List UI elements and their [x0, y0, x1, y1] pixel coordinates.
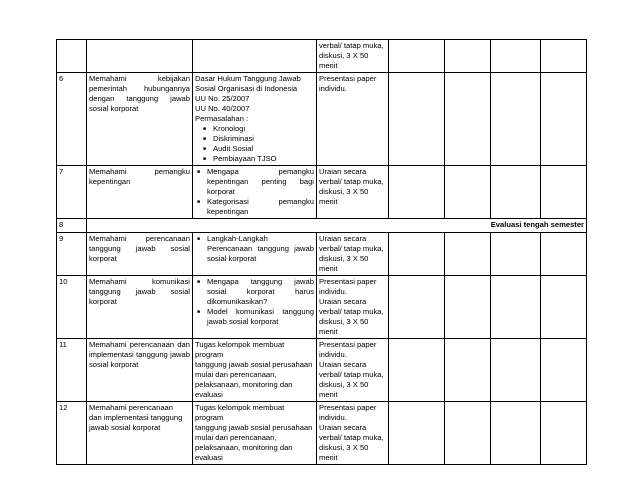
empty-cell — [541, 166, 587, 219]
empty-cell — [541, 40, 587, 73]
row-number: 10 — [57, 276, 87, 339]
list-item: ■ Model komunikasi tanggung jawab sosial korporat — [207, 307, 314, 327]
method-cell: Presentasi paper individu. Uraian secara verbal/ tatap muka, diskusi, 3 X 50 menit — [317, 339, 389, 402]
empty-cell — [491, 40, 541, 73]
method-cell: verbal/ tatap muka, diskusi, 3 X 50 menit — [317, 40, 389, 73]
bullet-list — [195, 277, 314, 327]
material-cell — [193, 166, 317, 219]
lesson-plan-table — [56, 39, 587, 465]
table-row — [57, 402, 587, 465]
row-number: 11 — [57, 339, 87, 402]
method-cell: Presentasi paper individu. Uraian secara verbal/ tatap muka, diskusi, 3 X 50 menit — [317, 276, 389, 339]
empty-cell — [389, 40, 445, 73]
empty-cell — [491, 166, 541, 219]
competency-cell: Memahami perencanaan tanggung jawab sosial korporat — [87, 233, 193, 276]
empty-cell — [389, 339, 445, 402]
list-item: ■ Diskriminasi — [213, 134, 314, 144]
list-item: ■ Langkah-Langkah Perencanaan tanggung jawab sosial korporat — [207, 234, 314, 264]
method-cell: Presentasi paper individu. — [317, 73, 389, 166]
row-number: 7 — [57, 166, 87, 219]
table-row — [57, 40, 587, 73]
competency-cell: Memahami kebijakan pemerintah hubungannya dengan tanggung jawab sosial korporat — [87, 73, 193, 166]
table-row — [57, 73, 587, 166]
row-number: 6 — [57, 73, 87, 166]
empty-cell — [389, 233, 445, 276]
empty-cell — [491, 402, 541, 465]
method-cell: Uraian secara verbal/ tatap muka, diskusi, 3 X 50 menit — [317, 166, 389, 219]
empty-cell — [445, 233, 491, 276]
bullet-list — [195, 124, 314, 164]
competency-cell — [87, 40, 193, 73]
empty-cell — [445, 73, 491, 166]
table-row — [57, 339, 587, 402]
list-item: ■ Kategorisasi pemangku kepentingan — [207, 197, 314, 217]
material-cell — [193, 40, 317, 73]
empty-cell — [491, 339, 541, 402]
material-cell: Dasar Hukum Tanggung Jawab Sosial Organisasi di Indonesia UU No. 25/2007 UU No. 40/2007 Permasalahan : ■ Kronologi ■ Diskriminasi ■ Audit Sosial ■ Pembiayaan TJSO — [193, 73, 317, 166]
empty-cell — [541, 73, 587, 166]
material-cell — [193, 233, 317, 276]
empty-cell — [491, 276, 541, 339]
row-number: 12 — [57, 402, 87, 465]
bullet-list — [195, 167, 314, 217]
bullet-list — [195, 234, 314, 264]
empty-cell — [445, 166, 491, 219]
method-cell: Uraian secara verbal/ tatap muka, diskusi, 3 X 50 menit — [317, 233, 389, 276]
evaluation-label: Evaluasi tengah semester — [87, 219, 587, 233]
list-item: ■ Mengapa tanggung jawab sosial korporat harus dikomunikasikan? — [207, 277, 314, 307]
competency-cell: Memahami perencanaan dan implementasi tanggung jawab sosial korporat — [87, 402, 193, 465]
competency-cell: Memahami pemangku kepentingan — [87, 166, 193, 219]
method-cell: Presentasi paper individu. Uraian secara verbal/ tatap muka, diskusi, 3 X 50 menit — [317, 402, 389, 465]
empty-cell — [541, 339, 587, 402]
table-row — [57, 233, 587, 276]
empty-cell — [389, 166, 445, 219]
empty-cell — [389, 276, 445, 339]
competency-cell: Memahami perencanaan dan implementasi tanggung jawab sosial korporat — [87, 339, 193, 402]
row-number: 9 — [57, 233, 87, 276]
table-row — [57, 276, 587, 339]
empty-cell — [389, 402, 445, 465]
material-cell — [193, 276, 317, 339]
material-cell: Tugas kelompok membuat program tanggung jawab sosial perusahaan mulai dari perencanaan, pelaksanaan, monitoring dan evaluasi — [193, 402, 317, 465]
table-row — [57, 166, 587, 219]
list-item: ■ Kronologi — [213, 124, 314, 134]
empty-cell — [445, 40, 491, 73]
empty-cell — [445, 402, 491, 465]
empty-cell — [491, 73, 541, 166]
row-number: 8 — [57, 219, 87, 233]
list-item: ■ Pembiayaan TJSO — [213, 154, 314, 164]
empty-cell — [541, 402, 587, 465]
list-item: ■ Audit Sosial — [213, 144, 314, 154]
table-row — [57, 219, 587, 233]
empty-cell — [389, 73, 445, 166]
empty-cell — [445, 276, 491, 339]
row-number — [57, 40, 87, 73]
material-cell: Tugas kelompok membuat program tanggung jawab sosial perusahaan mulai dari perencanaan, pelaksanaan, monitoring dan evaluasi — [193, 339, 317, 402]
empty-cell — [491, 233, 541, 276]
list-item: ■ Mengapa pemangku kepentingan penting bagi korporat — [207, 167, 314, 197]
empty-cell — [541, 233, 587, 276]
competency-cell: Memahami komunikasi tanggung jawab sosial korporat — [87, 276, 193, 339]
empty-cell — [445, 339, 491, 402]
empty-cell — [541, 276, 587, 339]
